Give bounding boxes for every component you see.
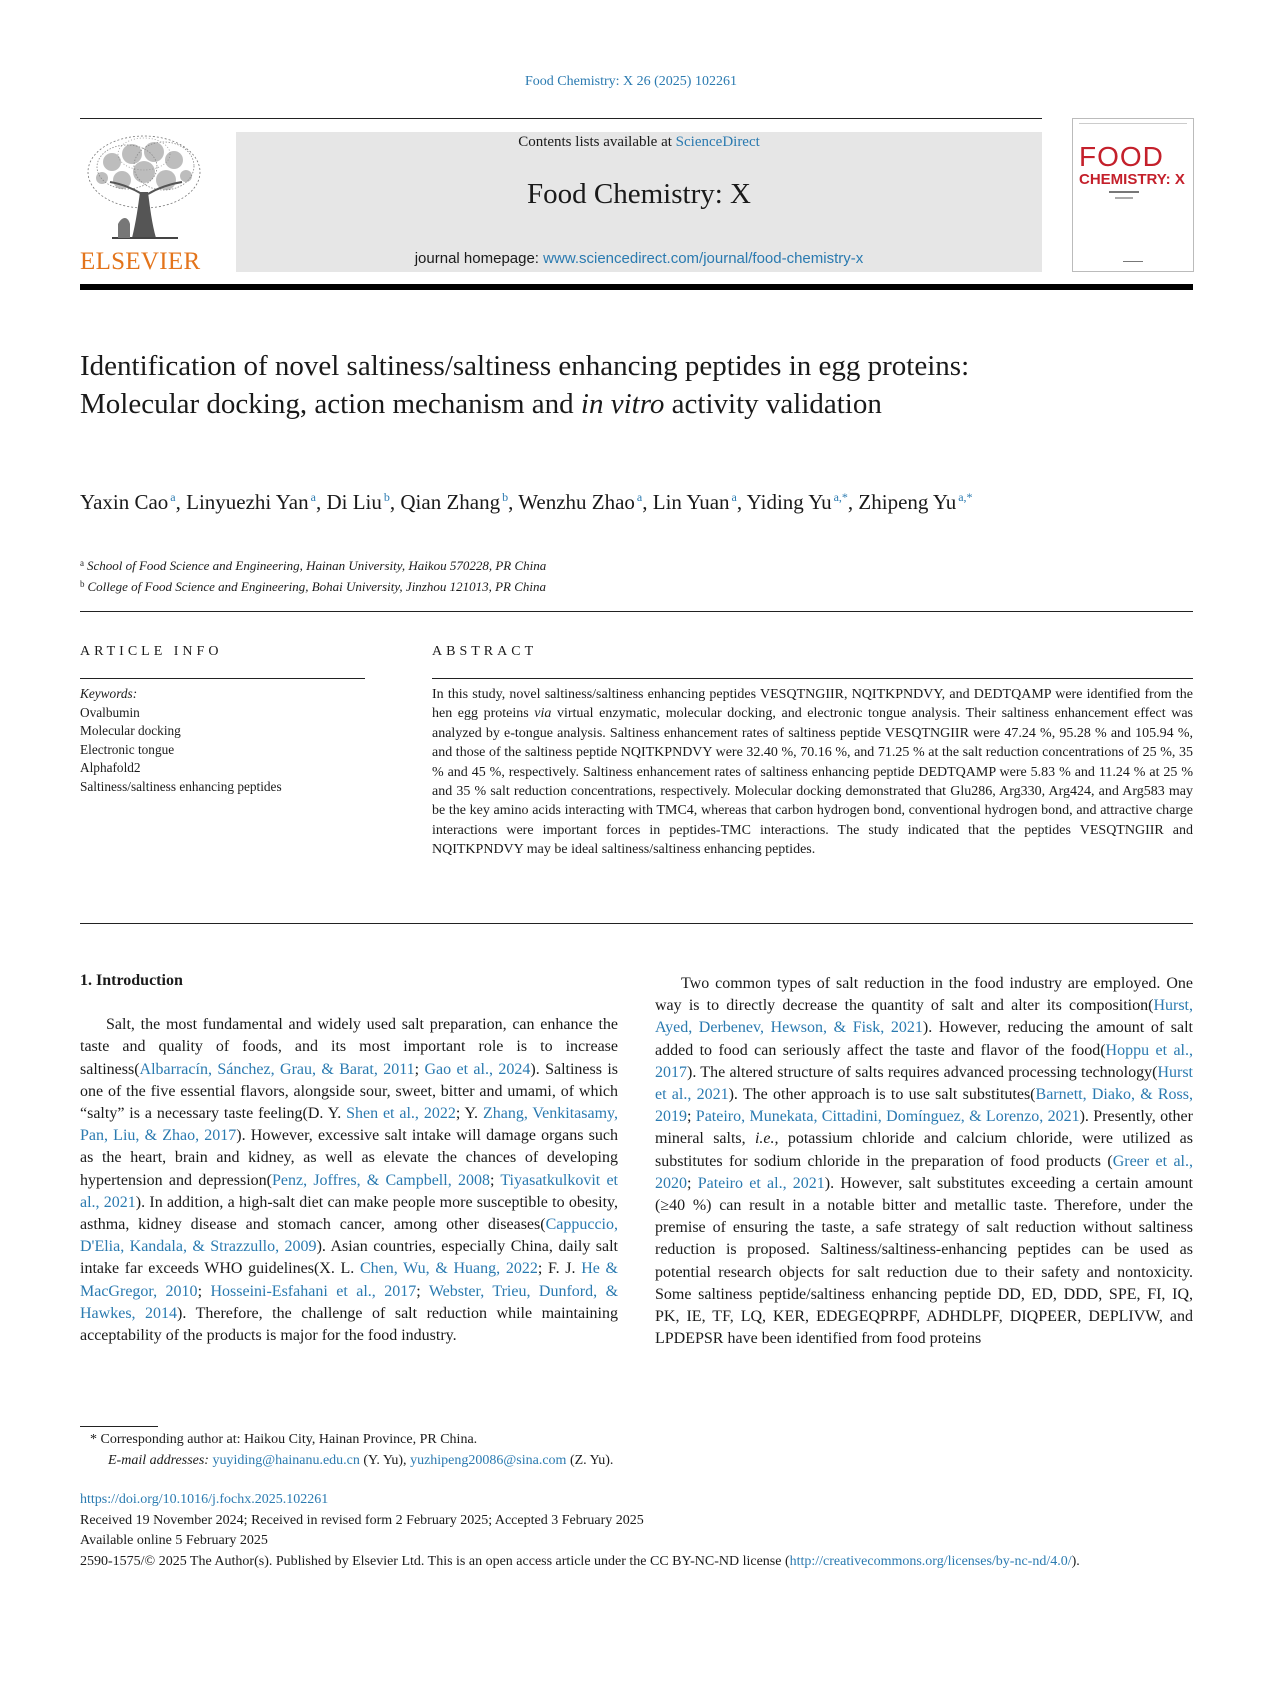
citation-link[interactable]: Barnett, Diako, & Ross, 2019 [655,1086,1194,1126]
author-separator: , [508,490,519,514]
author-separator: , [847,490,859,514]
citation-link[interactable]: Pateiro, Munekata, Cittadini, Domínguez, & Lorenzo, 2021 [695,1108,1080,1126]
author-separator: , [736,490,747,514]
license-end: ). [1071,1553,1080,1569]
citation-link[interactable]: Hoppu et al., 2017 [655,1041,1193,1081]
paragraph-text: ; Y. [455,1105,483,1123]
abstract-text-part2: virtual enzymatic, molecular docking, and electronic tongue analysis. Their saltiness enhancement effect was analyzed by e-tongue analysis. Saltiness enhancement rates of saltiness peptide VESQTNGIIR were 47.24 %, 95.28 % and 105.94 %, and those of the saltiness peptide NQITKPNDVY were 32.40 %, 70.16 %, and 71.25 % at the salt reduction concentrations of 25 %, 35 % and 45 %, respectively. Saltiness enhancement rates of saltiness enhancing peptide DEDTQAMP were 5.83 % and 11.24 % at 25 % and 35 % salt reduction concentrations, respectively. Molecular docking demonstrated that Glu286, Arg330, Arg424, and Arg583 may be the key amino acids interacting with TMC4, whereas that carbon hydrogen bond, conventional hydrogen bond, and attractive charge interactions were important forces in peptides-TMC interactions. The study indicated that the peptides VESQTNGIIR and NQITKPNDVY may be ideal saltiness/saltiness enhancing peptides. [432,706,1194,858]
citation-link[interactable]: Albarracín, Sánchez, Grau, & Barat, 2011 [139,1060,415,1078]
elsevier-wordmark: ELSEVIER [80,248,201,275]
paragraph-text: ). However, reducing the amount of salt added to food can seriously affect the taste and flavor of the food( [655,1019,1193,1059]
license-statement [80,1552,1193,1573]
email-link-1[interactable]: yuyiding@hainanu.edu.cn [212,1452,360,1468]
email-label: E-mail addresses: [108,1452,209,1468]
affiliation-item [80,554,780,575]
paragraph-text: ; [489,1171,501,1189]
cover-title-food: FOOD [1079,141,1164,172]
author-name[interactable]: Yaxin Cao [80,490,169,514]
author-name[interactable]: Qian Zhang [400,490,501,514]
citation-link[interactable]: Chen, Wu, & Huang, 2022 [360,1260,538,1278]
article-title-part1: Identification of novel saltiness/saltiness enhancing peptides in egg proteins: Molecular docking, action mechanism and [80,350,970,420]
paragraph-text: ). Therefore, the challenge of salt reduction while maintaining acceptability of the products is major for the food industry. [80,1304,618,1345]
affiliation-mark: b [80,579,85,589]
paragraph-text: ; [416,1282,429,1300]
author-name[interactable]: Lin Yuan [652,490,730,514]
author-name[interactable]: Linyuezhi Yan [186,490,309,514]
footnote-rule [80,1426,158,1427]
keyword-item: Ovalbumin [80,704,140,720]
author-affiliation-mark[interactable]: b [383,490,390,504]
keyword-item: Electronic tongue [80,741,175,757]
article-info-heading: ARTICLE INFO [80,644,223,659]
elsevier-tree-icon [82,132,206,242]
author-separator: , [389,490,401,514]
body-column-right [655,973,1193,1350]
citation-link[interactable]: Cappuccio, D'Elia, Kandala, & Strazzullo, 2009 [80,1216,618,1256]
paragraph-text: ; [414,1060,425,1078]
sciencedirect-link[interactable]: ScienceDirect [675,134,760,150]
paragraph-text: ). However, excessive salt intake will damage organs such as the heart, brain and kidney, as well as elevate the chances of developing hypertension and depression( [80,1127,618,1189]
citation-link[interactable]: Tiyasatkulkovit et al., 2021 [80,1171,618,1211]
journal-homepage-link[interactable]: www.sciencedirect.com/journal/food-chemistry-x [543,250,864,267]
email-addresses [90,1451,990,1472]
email-link-2[interactable]: yuzhipeng20086@sina.com [410,1452,567,1468]
contents-available-line [236,134,1042,151]
author-list [80,484,1080,516]
citation-link[interactable]: Pateiro et al., 2021 [697,1174,825,1192]
affiliation-text: School of Food Science and Engineering, Hainan University, Haikou 570228, PR China [87,558,547,573]
paragraph-text: ; [687,1174,698,1192]
available-online-date: Available online 5 February 2025 [80,1533,268,1548]
cover-title-chemistry: CHEMISTRY: X [1079,171,1185,188]
paragraph-text: Salt, the most fundamental and widely used salt preparation, can enhance the taste and quality of foods, and its most important role is to increase saltiness( [80,1016,618,1078]
publication-info [80,1490,1193,1572]
elsevier-logo[interactable] [80,132,206,275]
email-1-owner: (Y. Yu), [359,1452,411,1468]
citation-link[interactable]: He & MacGregor, 2010 [80,1260,618,1300]
paragraph-text: ; F. J. [537,1260,582,1278]
intro-paragraph-1 [80,1014,618,1347]
cover-editor-line [1109,191,1139,193]
journal-homepage-line [236,250,1042,267]
paragraph-text: potassium chloride and calcium chloride, were utilized as substitutes for sodium chloride in the preparation of food products ( [655,1130,1194,1170]
affiliation-item [80,575,780,596]
license-link[interactable]: http://creativecommons.org/licenses/by-nc-nd/4.0/ [789,1553,1072,1569]
abstract-text-part1: In this study, novel saltiness/saltiness enhancing peptides VESQTNGIIR, NQITKPNDVY, and DEDTQAMP were identified from the hen egg proteins [432,687,1193,722]
body-column-left [80,970,618,1347]
citation-link[interactable]: Greer et al., 2020 [655,1152,1193,1192]
keywords-list [80,704,380,797]
citation-link[interactable]: Hurst et al., 2021 [655,1063,1193,1104]
cover-editor-name-line [1115,197,1133,199]
corresponding-author-text: Corresponding author at: Haikou City, Hainan Province, PR China. [100,1432,478,1447]
journal-cover-thumbnail[interactable] [1072,118,1194,272]
paragraph-text: ). Presently, other mineral salts, [655,1108,1193,1148]
cover-top-line [1079,123,1187,130]
keyword-item: Saltiness/saltiness enhancing peptides [80,778,282,794]
abstract-rule [432,678,1193,679]
paragraph-text: ; [687,1108,696,1126]
author-name[interactable]: Yiding Yu [746,490,832,514]
paragraph-text: ). However, salt substitutes exceeding a certain amount (≥40 %) can result in a notable bitter and metallic taste. Therefore, under the premise of ensuring the taste, a safe strategy of salt reduction without saltiness reduction is proposed. Saltiness/saltiness-enhancing peptides can be used as potential research objects for salt reduction due to their safety and nontoxicity. Some saltiness peptide/saltiness enhancing peptide DD, ED, DDD, SPE, FI, IQ, PK, IE, TF, LQ, KER, EDEGEQPRPF, ADHDLPF, DIQPEER, DEPLIVW, and LPDEPSR have been identified from food proteins [655,1174,1193,1348]
author-separator: , [175,490,187,514]
paragraph-text: ; [197,1282,211,1300]
license-text: 2590-1575/© 2025 The Author(s). Published by Elsevier Ltd. This is an open access article under the CC BY-NC-ND license ( [80,1553,790,1569]
citation-link[interactable]: Hurst, Ayed, Derbenev, Hewson, & Fisk, 2021 [655,997,1193,1037]
author-affiliation-mark[interactable]: a [170,490,176,504]
keyword-item: Molecular docking [80,723,181,738]
citation-link[interactable]: Penz, Joffres, & Campbell, 2008 [271,1171,490,1189]
homepage-prefix: journal homepage: [414,250,544,267]
paragraph-text: ). Saltiness is one of the five essential flavors, alongside sour, sweet, bitter and umami, of which “salty” is a necessary taste feeling(D. Y. [80,1060,619,1123]
affiliation-mark: a [80,558,84,568]
doi-link[interactable]: https://doi.org/10.1016/j.fochx.2025.102261 [80,1492,329,1507]
article-title-italic: in vitro [580,387,665,420]
author-separator: , [642,490,653,514]
paragraph-text: ). The other approach is to use salt substitutes( [728,1086,1036,1104]
author-name[interactable]: Di Liu [326,490,382,514]
abstract-text-italic: via [534,706,552,722]
citation-link[interactable]: Webster, Trieu, Dunford, & Hawkes, 2014 [80,1282,619,1322]
author-affiliation-mark[interactable]: a [731,490,737,504]
author-affiliation-mark[interactable]: a,* [833,490,848,504]
article-title [80,348,980,423]
paragraph-text: ). Asian countries, especially China, daily salt intake far exceeds WHO guidelines(X. L. [80,1238,618,1278]
journal-title: Food Chemistry: X [527,178,751,210]
header-thick-rule [80,284,1193,290]
intro-paragraph-2 [655,973,1193,1350]
author-separator: , [315,490,327,514]
abstract-heading: ABSTRACT [432,644,538,659]
author-affiliation-mark[interactable]: b [502,490,509,504]
article-info-rule [80,678,365,679]
keyword-item: Alphafold2 [80,760,141,775]
citation-link[interactable]: Shen et al., 2022 [346,1105,456,1123]
email-2-owner: (Z. Yu). [566,1452,614,1468]
cover-bottom-line [1123,261,1143,262]
journal-masthead [236,132,1042,272]
author-affiliation-mark[interactable]: a [636,490,643,504]
author-name[interactable]: Zhipeng Yu [858,490,957,514]
italic-text: i.e., [754,1130,779,1148]
author-affiliation-mark[interactable]: a [310,490,316,504]
section-rule [80,923,1193,924]
abstract-text [432,685,1193,860]
introduction-heading: 1. Introduction [80,972,183,989]
section-rule [80,611,1193,612]
author-affiliation-mark[interactable]: a,* [958,490,973,504]
paragraph-text: ). The altered structure of salts requires advanced processing technology( [687,1063,1158,1081]
affiliation-list [80,554,780,596]
footnotes [90,1430,990,1471]
header-rule [80,118,1042,119]
article-title-part2: activity validation [664,387,882,420]
citation-link[interactable]: Gao et al., 2024 [424,1060,531,1078]
corresponding-author-note: * Corresponding author at: Haikou City, Hainan Province, PR China. [90,1432,478,1447]
keywords-label: Keywords: [80,686,138,701]
keywords-block [80,685,380,796]
paragraph-text: ). In addition, a high-salt diet can make people more susceptible to obesity, asthma, kidney disease and stomach cancer, among other diseases( [80,1193,618,1234]
journal-reference[interactable]: Food Chemistry: X 26 (2025) 102261 [525,74,737,89]
citation-link[interactable]: Zhang, Venkitasamy, Pan, Liu, & Zhao, 2017 [80,1105,619,1145]
paragraph-text: Two common types of salt reduction in the food industry are employed. One way is to directly decrease the quantity of salt and alter its composition( [655,975,1193,1015]
contents-prefix: Contents lists available at [518,134,676,150]
citation-link[interactable]: Hosseini-Esfahani et al., 2017 [210,1282,417,1300]
received-dates: Received 19 November 2024; Received in revised form 2 February 2025; Accepted 3 February 2025 [80,1512,644,1528]
author-name[interactable]: Wenzhu Zhao [518,490,635,514]
affiliation-text: College of Food Science and Engineering, Bohai University, Jinzhou 121013, PR China [87,579,547,594]
